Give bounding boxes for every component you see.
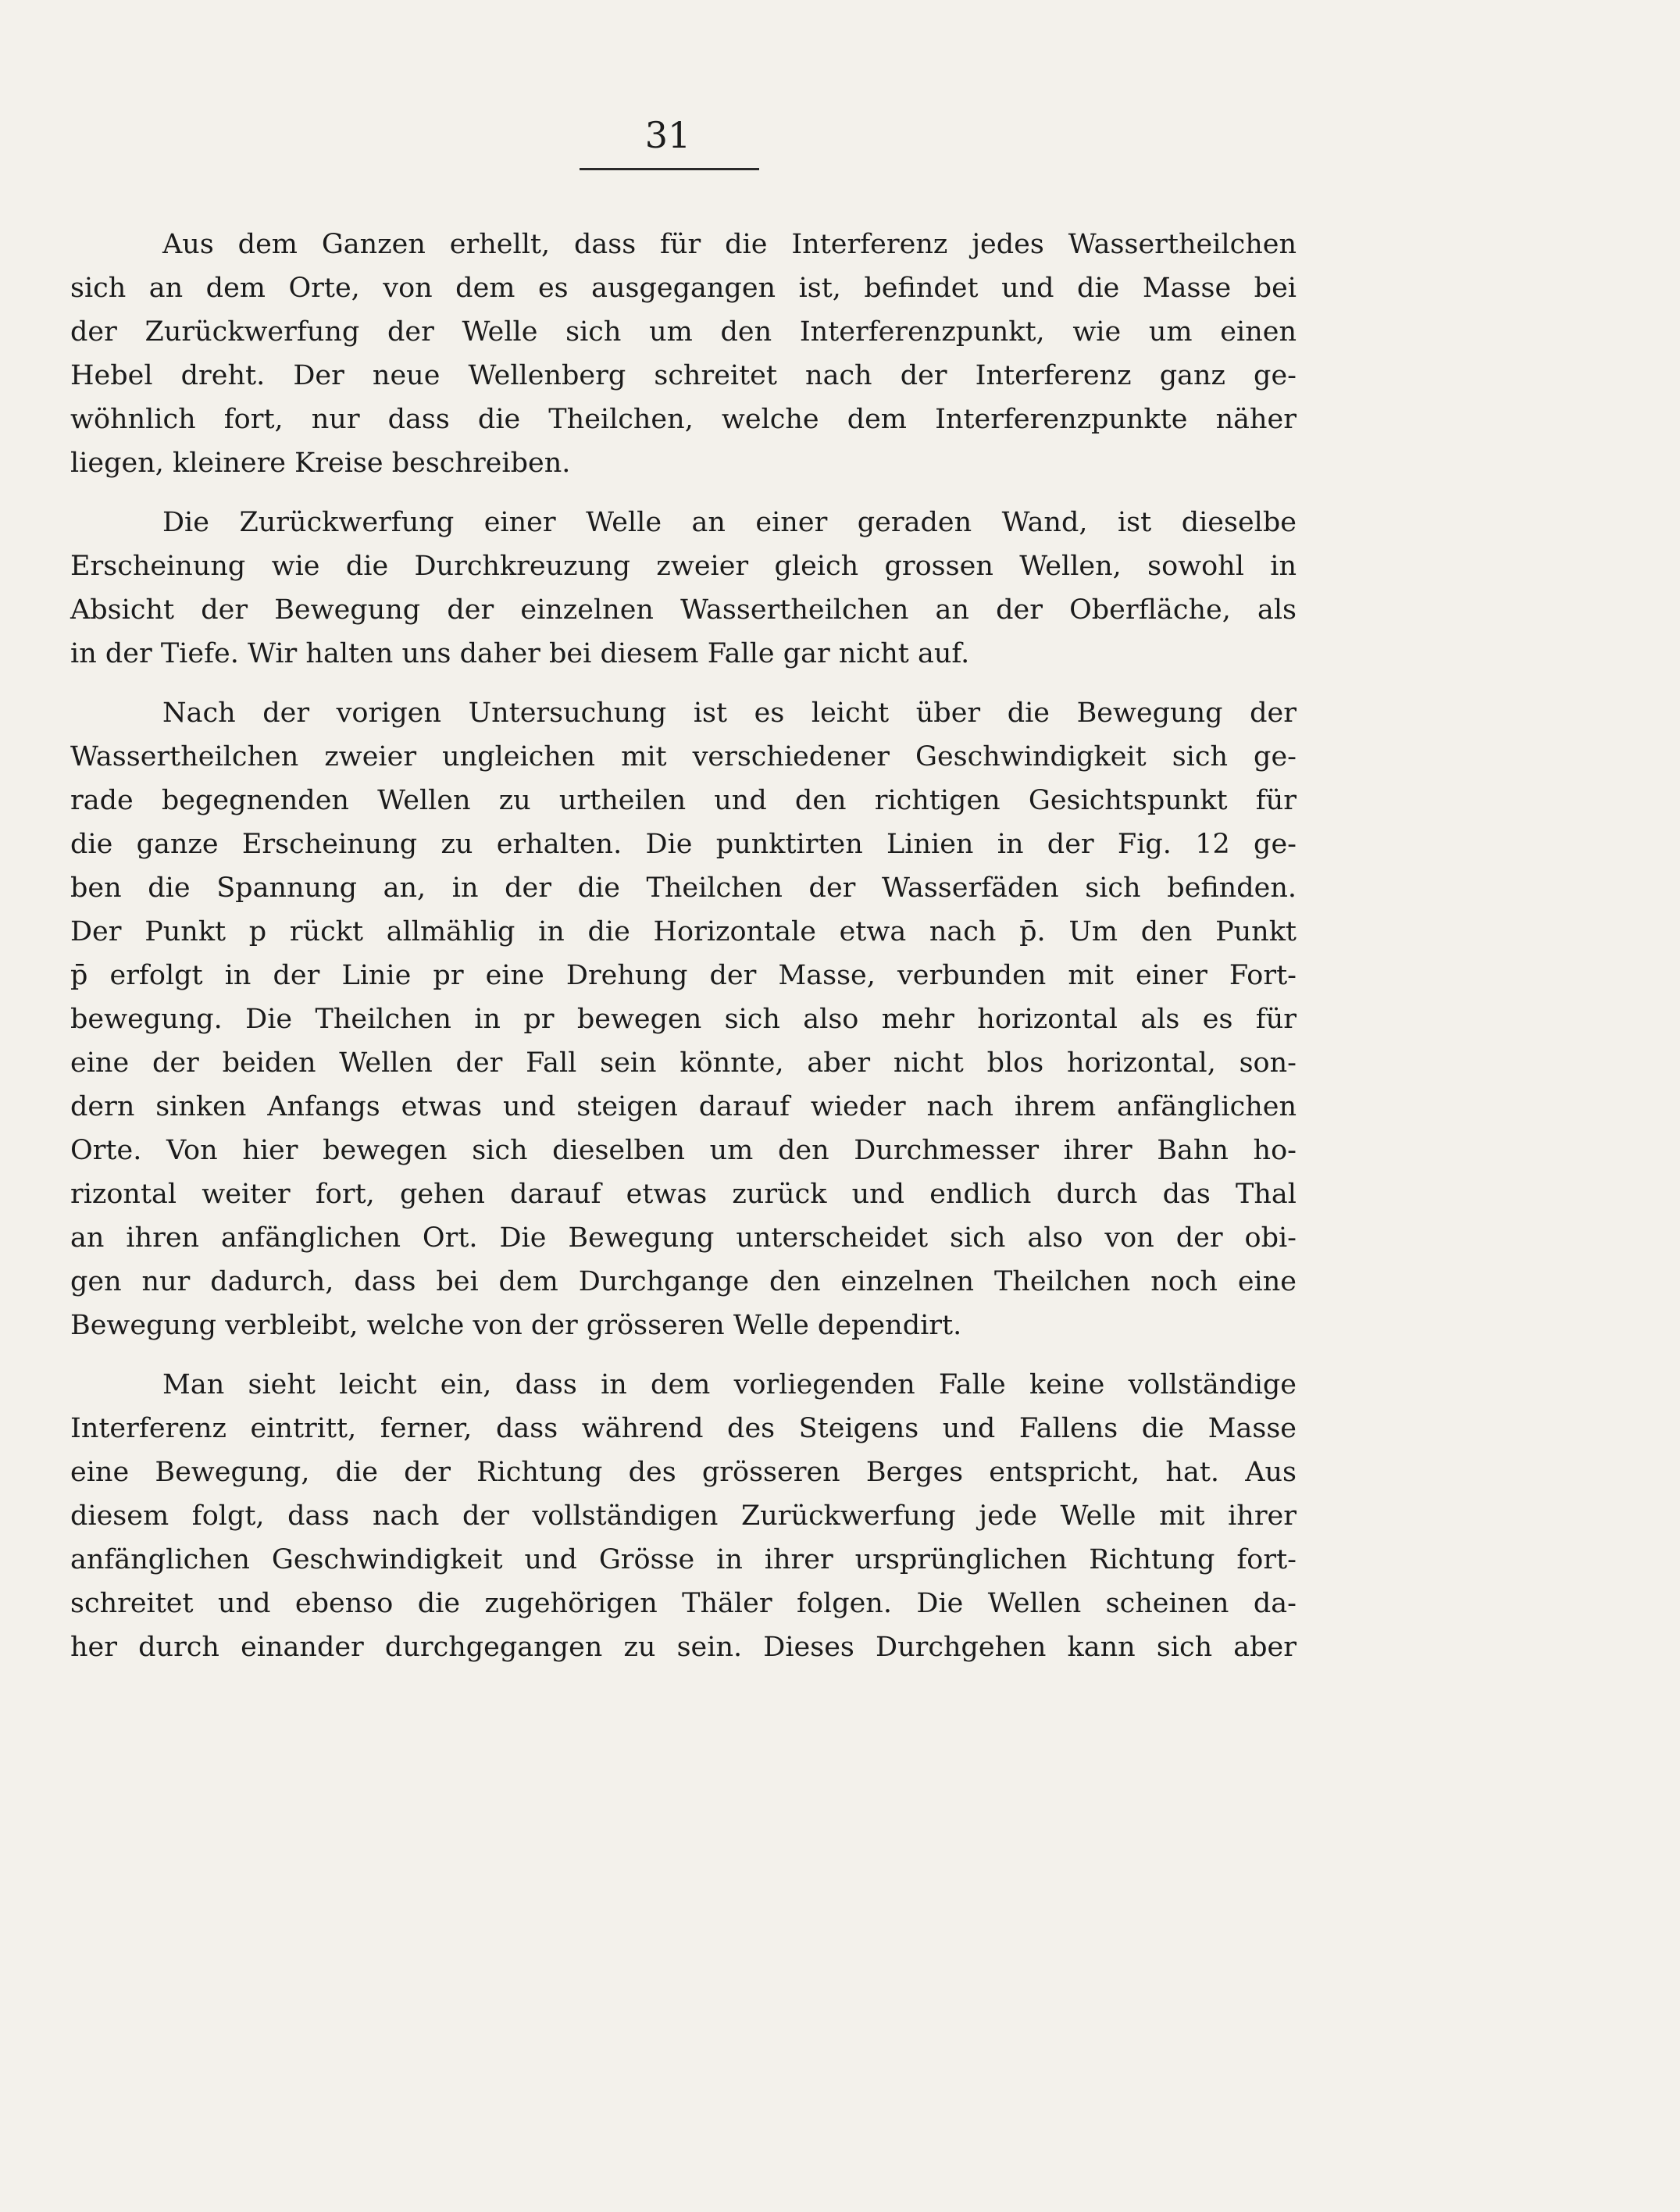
text-line: dern sinken Anfangs etwas und steigen darauf wieder nach ihrem anfänglichen [70,1091,1297,1122]
text-line: Aus dem Ganzen erhellt, dass für die Interferenz jedes Wassertheilchen [162,229,1297,260]
text-line: Die Zurückwerfung einer Welle an einer geraden Wand, ist dieselbe [162,507,1297,538]
text-line: Erscheinung wie die Durchkreuzung zweier gleich grossen Wellen, sowohl in [70,551,1297,582]
page-number: 31 [644,114,691,156]
text-line: p̄ erfolgt in der Linie pr eine Drehung der Masse, verbunden mit einer Fort- [70,960,1297,991]
text-line: schreitet und ebenso die zugehörigen Thäler folgen. Die Wellen scheinen da- [70,1588,1297,1619]
text-line: rizontal weiter fort, gehen darauf etwas zurück und endlich durch das Thal [70,1179,1297,1210]
body-text [70,223,1297,1669]
text-line: die ganze Erscheinung zu erhalten. Die punktirten Linien in der Fig. 12 ge- [70,829,1297,860]
text-line: ben die Spannung an, in der die Theilchen der Wasserfäden sich befinden. [70,872,1297,904]
paragraph-2 [70,501,1297,676]
text-line: sich an dem Orte, von dem es ausgegangen ist, befindet und die Masse bei [70,273,1297,304]
text-line: Der Punkt p rückt allmählig in die Horizontale etwa nach p̄. Um den Punkt [70,916,1297,947]
text-line: Man sieht leicht ein, dass in dem vorliegenden Falle keine vollständige [162,1369,1297,1400]
text-line: in der Tiefe. Wir halten uns daher bei diesem Falle gar nicht auf. [70,638,970,669]
header-rule [580,168,759,170]
paragraph-3 [70,691,1297,1347]
text-line: Orte. Von hier bewegen sich dieselben um den Durchmesser ihrer Bahn ho- [70,1135,1297,1166]
text-line: an ihren anfänglichen Ort. Die Bewegung unterscheidet sich also von der obi- [70,1222,1297,1254]
text-line: Interferenz eintritt, ferner, dass während des Steigens und Fallens die Masse [70,1413,1297,1444]
paragraph-1 [70,223,1297,485]
text-line: eine Bewegung, die der Richtung des grösseren Berges entspricht, hat. Aus [70,1457,1297,1488]
text-line: Absicht der Bewegung der einzelnen Wassertheilchen an der Oberfläche, als [70,594,1297,626]
text-line: Hebel dreht. Der neue Wellenberg schreitet nach der Interferenz ganz ge- [70,360,1297,391]
text-line: Nach der vorigen Untersuchung ist es leicht über die Bewegung der [162,697,1297,729]
text-line: Bewegung verbleibt, welche von der grösseren Welle dependirt. [70,1310,962,1341]
paragraph-4 [70,1363,1297,1669]
text-line: diesem folgt, dass nach der vollständigen Zurückwerfung jede Welle mit ihrer [70,1500,1297,1532]
text-line: bewegung. Die Theilchen in pr bewegen sich also mehr horizontal als es für [70,1004,1297,1035]
paragraph-gap [70,485,1297,501]
paragraph-gap [70,676,1297,691]
text-line: liegen, kleinere Kreise beschreiben. [70,448,571,479]
text-line: wöhnlich fort, nur dass die Theilchen, welche dem Interferenzpunkte näher [70,404,1297,435]
text-line: Wassertheilchen zweier ungleichen mit verschiedener Geschwindigkeit sich ge- [70,741,1297,772]
text-line: rade begegnenden Wellen zu urtheilen und den richtigen Gesichtspunkt für [70,785,1297,816]
paragraph-gap [70,1347,1297,1363]
text-line: der Zurückwerfung der Welle sich um den Interferenzpunkt, wie um einen [70,316,1297,348]
text-line: anfänglichen Geschwindigkeit und Grösse in ihrer ursprünglichen Richtung fort- [70,1544,1297,1575]
text-line: eine der beiden Wellen der Fall sein könnte, aber nicht blos horizontal, son- [70,1047,1297,1079]
text-line: her durch einander durchgegangen zu sein. Dieses Durchgehen kann sich aber [70,1632,1297,1663]
text-line: gen nur dadurch, dass bei dem Durchgange den einzelnen Theilchen noch eine [70,1266,1297,1297]
